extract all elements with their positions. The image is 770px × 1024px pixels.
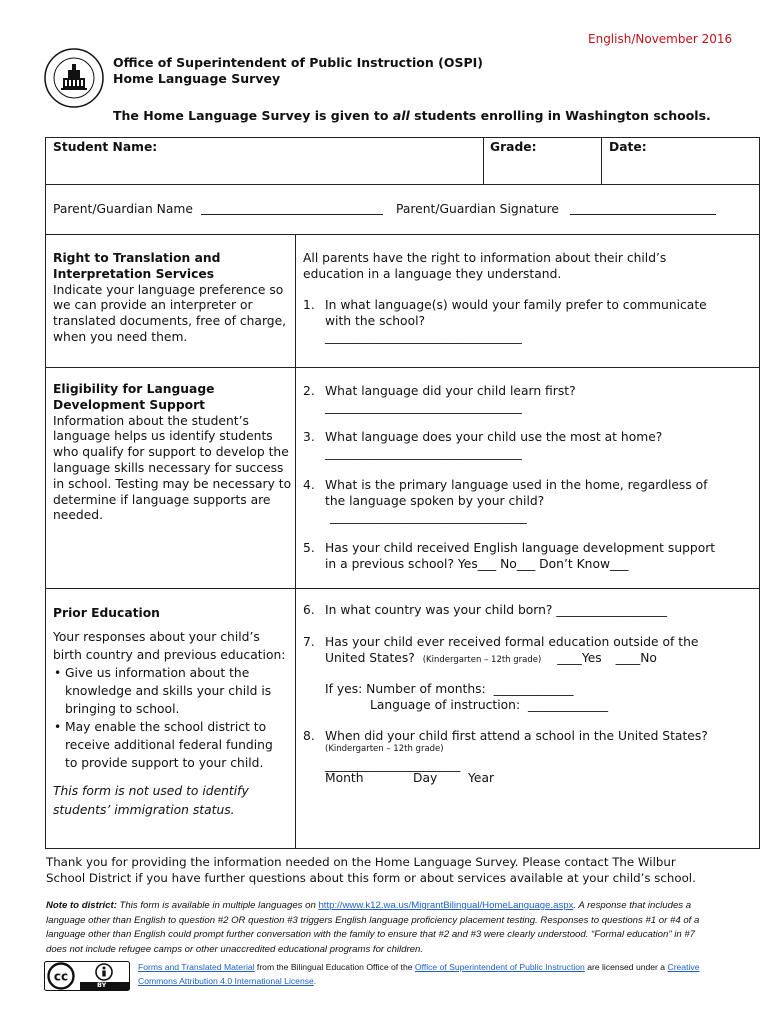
student-name-field[interactable]: Student Name: <box>53 140 158 154</box>
question-6: 6. In what country was your child born? __________________ <box>303 603 668 617</box>
grade-range-note: (Kindergarten – 12th grade) <box>325 744 444 754</box>
rights-text: All parents have the right to information about their child’s education in a language they understand. <box>303 251 667 281</box>
question-5: 5. Has your child received English language development support in a previous school? Yes___ No___ Don’t Know___ <box>303 541 716 571</box>
ospi-link[interactable]: Office of Superintendent of Public Instruction <box>414 962 585 972</box>
question-4: 4. What is the primary language used in the home, regardless of the language spoken by your child? ________________________________ <box>303 477 723 525</box>
q7-yes-option[interactable]: ____Yes <box>557 651 602 665</box>
question-3-answer[interactable]: ________________________________ <box>325 446 522 460</box>
immigration-note: This form is not used to identify students’ immigration status. <box>53 784 249 817</box>
date-label-year: Year <box>468 771 495 785</box>
eligibility-section <box>53 382 293 524</box>
cc-by-badge-icon[interactable] <box>44 961 130 991</box>
parent-signature-input[interactable] <box>570 214 716 215</box>
eligibility-title: Eligibility for Language Development Support <box>53 382 215 412</box>
creative-commons-link[interactable]: Creative Commons Attribution 4.0 International License <box>138 962 700 986</box>
prior-education-bullet: • Give us information about the knowledge and skills your child is bringing to school. <box>65 664 288 718</box>
form-title: Home Language Survey <box>113 71 281 86</box>
q7-months: If yes: Number of months: _____________ <box>325 682 574 696</box>
question-8-answer[interactable]: ______________________ <box>325 758 461 772</box>
prior-education-body: Your responses about your child’s birth country and previous education: <box>53 630 286 662</box>
question-1: 1. In what language(s) would your family prefer to communicate with the school? ________________________________ <box>303 297 723 345</box>
parent-name-label: Parent/Guardian Name <box>53 202 193 216</box>
eligibility-body: Information about the student’s language helps us identify students who qualify for support to develop the language skills necessary for success in school. Testing may be necessary to determine if language supports are needed. <box>53 413 292 523</box>
svg-text:cc: cc <box>53 969 69 984</box>
question-2: 2. What language did your child learn first? ________________________________ <box>303 383 723 415</box>
question-4-answer[interactable]: ________________________________ <box>330 510 527 524</box>
question-8: 8. When did your child first attend a school in the United States? (Kindergarten – 12th grade) ______________________ <box>303 728 728 773</box>
edition-label: English/November 2016 <box>588 32 733 46</box>
date-label-day: Day <box>413 771 438 785</box>
district-note: Note to district: This form is available in multiple languages on http://www.k12.wa.us/MigrantBilingual/HomeLanguage.aspx. A response that includes a language other than English to question #2 OR question #3 triggers English language proficiency placement testing. Responses to questions #1 or #4 of a language other than English could prompt further conversation with the family to ensure that #2 and #3 were clearly understood. “Formal education” in #7 does not include refugee camps or other unaccredited educational programs for children. <box>46 900 700 955</box>
q7-months-input[interactable]: _____________ <box>493 682 574 696</box>
ospi-seal-icon <box>44 48 104 108</box>
forms-link[interactable]: Forms and Translated Material <box>138 962 255 972</box>
cc-by-label: BY <box>97 981 107 989</box>
home-language-link[interactable]: http://www.k12.wa.us/MigrantBilingual/HomeLanguage.aspx <box>318 900 574 911</box>
translation-section <box>53 251 293 346</box>
date-label-month: Month <box>325 771 364 785</box>
translation-body: Indicate your language preference so we can provide an interpreter or translated documents, free of charge, when you need them. <box>53 282 287 344</box>
grade-range-note: (Kindergarten – 12th grade) <box>422 655 542 665</box>
question-1-answer[interactable]: ________________________________ <box>325 330 522 344</box>
prior-education-bullet: • May enable the school district to receive additional federal funding to provide support to your child. <box>65 718 288 772</box>
parent-name-input[interactable] <box>201 214 383 215</box>
q7-no-option[interactable]: ____No <box>615 651 657 665</box>
parent-signature-label: Parent/Guardian Signature <box>396 202 559 216</box>
license-text: Forms and Translated Material from the Bilingual Education Office of the Office of Superintendent of Public Instruction are licensed under a Creative Commons Attribution 4.0 International License. <box>138 962 700 986</box>
prior-education-title: Prior Education <box>53 606 160 620</box>
question-2-answer[interactable]: ________________________________ <box>325 400 522 414</box>
thanks-text: Thank you for providing the information needed on the Home Language Survey. Please contact The Wilbur School District if you have further questions about this form or about services available at your child’s school. <box>46 855 696 885</box>
question-3: 3. What language does your child use the most at home? ________________________________ <box>303 429 723 461</box>
office-title: Office of Superintendent of Public Instruction (OSPI) <box>113 55 483 70</box>
date-field[interactable]: Date: <box>609 140 647 154</box>
grade-field[interactable]: Grade: <box>490 140 537 154</box>
question-7: 7. Has your child ever received formal education outside of the United States? (Kindergarten – 12th grade) ____Yes ____No <box>303 635 699 665</box>
intro-statement: The Home Language Survey is given to all students enrolling in Washington schools. <box>113 108 711 123</box>
q7-language-input[interactable]: _____________ <box>528 698 608 712</box>
translation-title: Right to Translation and Interpretation Services <box>53 251 221 281</box>
q7-language: Language of instruction: _____________ <box>370 698 608 712</box>
prior-education-section <box>53 604 288 820</box>
